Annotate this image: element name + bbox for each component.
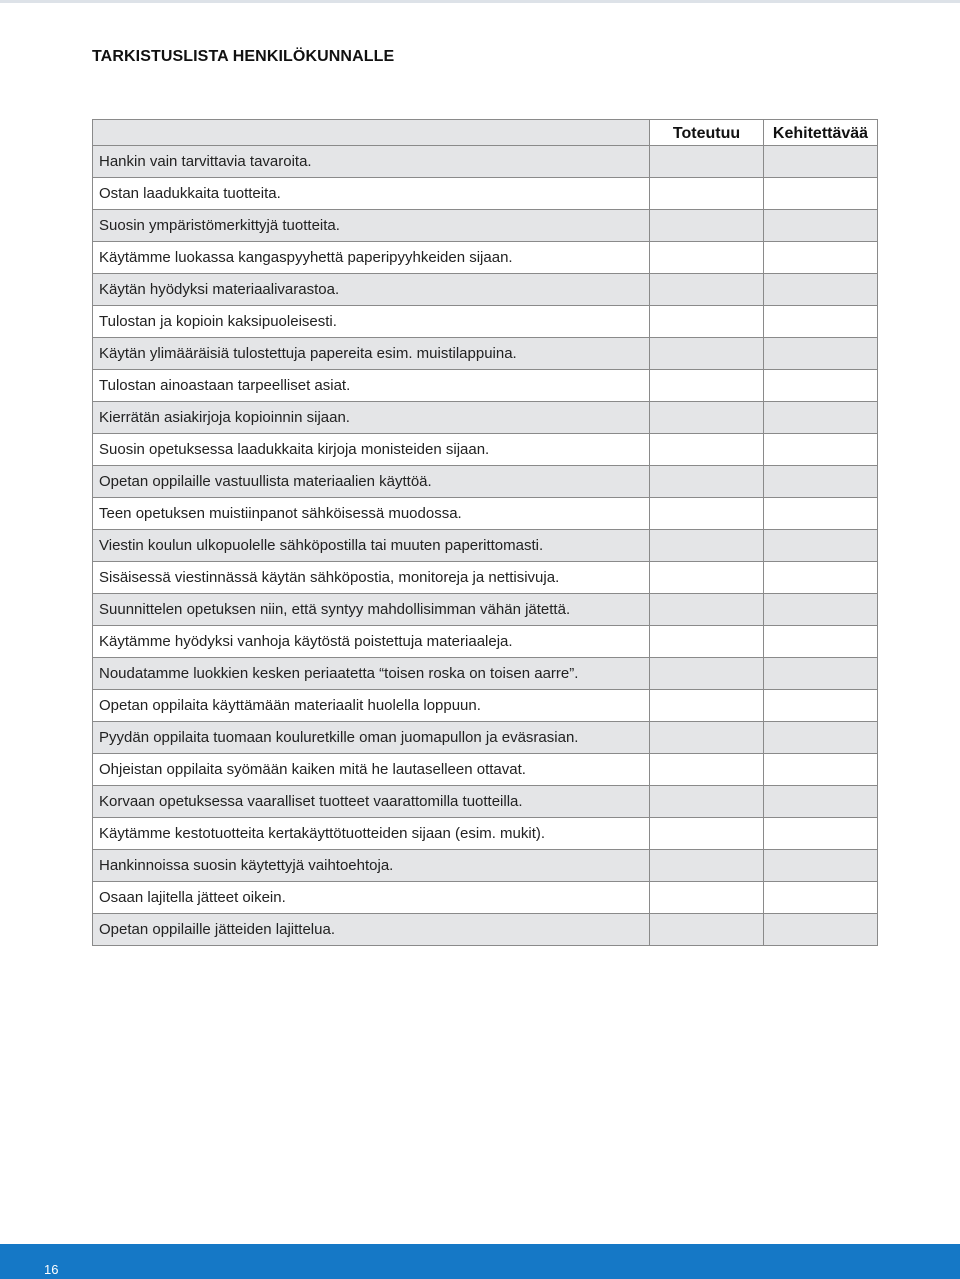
kehitettavaa-checkbox-cell[interactable] xyxy=(763,593,878,626)
row-statement: Hankin vain tarvittavia tavaroita. xyxy=(92,145,650,178)
table-row xyxy=(92,434,878,466)
page-title: TARKISTUSLISTA HENKILÖKUNNALLE xyxy=(92,48,395,65)
kehitettavaa-checkbox-cell[interactable] xyxy=(763,753,878,786)
row-statement: Käytän hyödyksi materiaalivarastoa. xyxy=(92,273,650,306)
row-statement: Noudatamme luokkien kesken periaatetta “toisen roska on toisen aarre”. xyxy=(92,657,650,690)
table-row xyxy=(92,498,878,530)
kehitettavaa-checkbox-cell[interactable] xyxy=(763,241,878,274)
toteutuu-checkbox-cell[interactable] xyxy=(649,881,764,914)
table-row xyxy=(92,402,878,434)
row-statement: Suosin opetuksessa laadukkaita kirjoja monisteiden sijaan. xyxy=(92,433,650,466)
table-row xyxy=(92,914,878,946)
table-row xyxy=(92,370,878,402)
table-row xyxy=(92,850,878,882)
row-statement: Sisäisessä viestinnässä käytän sähköpostia, monitoreja ja nettisivuja. xyxy=(92,561,650,594)
table-row xyxy=(92,722,878,754)
table-row xyxy=(92,210,878,242)
row-statement: Viestin koulun ulkopuolelle sähköpostilla tai muuten paperittomasti. xyxy=(92,529,650,562)
page-number: 16 xyxy=(44,1262,59,1277)
row-statement: Käytämme hyödyksi vanhoja käytöstä poistettuja materiaaleja. xyxy=(92,625,650,658)
table-row xyxy=(92,306,878,338)
kehitettavaa-checkbox-cell[interactable] xyxy=(763,401,878,434)
toteutuu-checkbox-cell[interactable] xyxy=(649,465,764,498)
table-header-row xyxy=(92,119,878,146)
kehitettavaa-checkbox-cell[interactable] xyxy=(763,209,878,242)
toteutuu-checkbox-cell[interactable] xyxy=(649,849,764,882)
table-row xyxy=(92,146,878,178)
row-statement: Pyydän oppilaita tuomaan kouluretkille oman juomapullon ja eväsrasian. xyxy=(92,721,650,754)
table-row xyxy=(92,562,878,594)
table-row xyxy=(92,658,878,690)
table-row xyxy=(92,338,878,370)
row-statement: Ohjeistan oppilaita syömään kaiken mitä he lautaselleen ottavat. xyxy=(92,753,650,786)
kehitettavaa-checkbox-cell[interactable] xyxy=(763,817,878,850)
table-row xyxy=(92,882,878,914)
kehitettavaa-checkbox-cell[interactable] xyxy=(763,625,878,658)
row-statement: Opetan oppilaille jätteiden lajittelua. xyxy=(92,913,650,946)
row-statement: Käytämme kestotuotteita kertakäyttötuotteiden sijaan (esim. mukit). xyxy=(92,817,650,850)
table-row xyxy=(92,754,878,786)
toteutuu-checkbox-cell[interactable] xyxy=(649,785,764,818)
toteutuu-checkbox-cell[interactable] xyxy=(649,433,764,466)
row-statement: Opetan oppilaille vastuullista materiaalien käyttöä. xyxy=(92,465,650,498)
toteutuu-checkbox-cell[interactable] xyxy=(649,369,764,402)
top-rule xyxy=(0,0,960,3)
row-statement: Käytämme luokassa kangaspyyhettä paperipyyhkeiden sijaan. xyxy=(92,241,650,274)
row-statement: Tulostan ainoastaan tarpeelliset asiat. xyxy=(92,369,650,402)
table-row xyxy=(92,274,878,306)
kehitettavaa-checkbox-cell[interactable] xyxy=(763,529,878,562)
row-statement: Opetan oppilaita käyttämään materiaalit huolella loppuun. xyxy=(92,689,650,722)
kehitettavaa-checkbox-cell[interactable] xyxy=(763,881,878,914)
kehitettavaa-checkbox-cell[interactable] xyxy=(763,273,878,306)
table-row xyxy=(92,594,878,626)
toteutuu-checkbox-cell[interactable] xyxy=(649,305,764,338)
toteutuu-checkbox-cell[interactable] xyxy=(649,689,764,722)
header-toteutuu: Toteutuu xyxy=(649,119,764,146)
checklist-table xyxy=(92,119,878,946)
table-row xyxy=(92,690,878,722)
toteutuu-checkbox-cell[interactable] xyxy=(649,593,764,626)
kehitettavaa-checkbox-cell[interactable] xyxy=(763,657,878,690)
row-statement: Teen opetuksen muistiinpanot sähköisessä muodossa. xyxy=(92,497,650,530)
table-row xyxy=(92,786,878,818)
kehitettavaa-checkbox-cell[interactable] xyxy=(763,145,878,178)
kehitettavaa-checkbox-cell[interactable] xyxy=(763,337,878,370)
table-row xyxy=(92,466,878,498)
kehitettavaa-checkbox-cell[interactable] xyxy=(763,561,878,594)
toteutuu-checkbox-cell[interactable] xyxy=(649,561,764,594)
row-statement: Tulostan ja kopioin kaksipuoleisesti. xyxy=(92,305,650,338)
table-row xyxy=(92,178,878,210)
row-statement: Suosin ympäristömerkittyjä tuotteita. xyxy=(92,209,650,242)
row-statement: Osaan lajitella jätteet oikein. xyxy=(92,881,650,914)
kehitettavaa-checkbox-cell[interactable] xyxy=(763,465,878,498)
row-statement: Korvaan opetuksessa vaaralliset tuotteet vaarattomilla tuotteilla. xyxy=(92,785,650,818)
row-statement: Ostan laadukkaita tuotteita. xyxy=(92,177,650,210)
toteutuu-checkbox-cell[interactable] xyxy=(649,913,764,946)
table-row xyxy=(92,818,878,850)
toteutuu-checkbox-cell[interactable] xyxy=(649,273,764,306)
table-row xyxy=(92,242,878,274)
toteutuu-checkbox-cell[interactable] xyxy=(649,817,764,850)
toteutuu-checkbox-cell[interactable] xyxy=(649,177,764,210)
kehitettavaa-checkbox-cell[interactable] xyxy=(763,689,878,722)
toteutuu-checkbox-cell[interactable] xyxy=(649,401,764,434)
toteutuu-checkbox-cell[interactable] xyxy=(649,721,764,754)
toteutuu-checkbox-cell[interactable] xyxy=(649,145,764,178)
toteutuu-checkbox-cell[interactable] xyxy=(649,497,764,530)
toteutuu-checkbox-cell[interactable] xyxy=(649,209,764,242)
kehitettavaa-checkbox-cell[interactable] xyxy=(763,849,878,882)
table-row xyxy=(92,530,878,562)
toteutuu-checkbox-cell[interactable] xyxy=(649,625,764,658)
kehitettavaa-checkbox-cell[interactable] xyxy=(763,177,878,210)
toteutuu-checkbox-cell[interactable] xyxy=(649,337,764,370)
row-statement: Hankinnoissa suosin käytettyjä vaihtoehtoja. xyxy=(92,849,650,882)
toteutuu-checkbox-cell[interactable] xyxy=(649,657,764,690)
toteutuu-checkbox-cell[interactable] xyxy=(649,241,764,274)
kehitettavaa-checkbox-cell[interactable] xyxy=(763,721,878,754)
footer-bar xyxy=(0,1244,960,1279)
toteutuu-checkbox-cell[interactable] xyxy=(649,529,764,562)
row-statement: Suunnittelen opetuksen niin, että syntyy mahdollisimman vähän jätettä. xyxy=(92,593,650,626)
kehitettavaa-checkbox-cell[interactable] xyxy=(763,497,878,530)
header-statement-cell xyxy=(92,119,650,146)
table-row xyxy=(92,626,878,658)
row-statement: Kierrätän asiakirjoja kopioinnin sijaan. xyxy=(92,401,650,434)
kehitettavaa-checkbox-cell[interactable] xyxy=(763,913,878,946)
kehitettavaa-checkbox-cell[interactable] xyxy=(763,369,878,402)
row-statement: Käytän ylimääräisiä tulostettuja papereita esim. muistilappuina. xyxy=(92,337,650,370)
kehitettavaa-checkbox-cell[interactable] xyxy=(763,785,878,818)
header-kehitettavaa: Kehitettävää xyxy=(763,119,878,146)
kehitettavaa-checkbox-cell[interactable] xyxy=(763,433,878,466)
kehitettavaa-checkbox-cell[interactable] xyxy=(763,305,878,338)
toteutuu-checkbox-cell[interactable] xyxy=(649,753,764,786)
